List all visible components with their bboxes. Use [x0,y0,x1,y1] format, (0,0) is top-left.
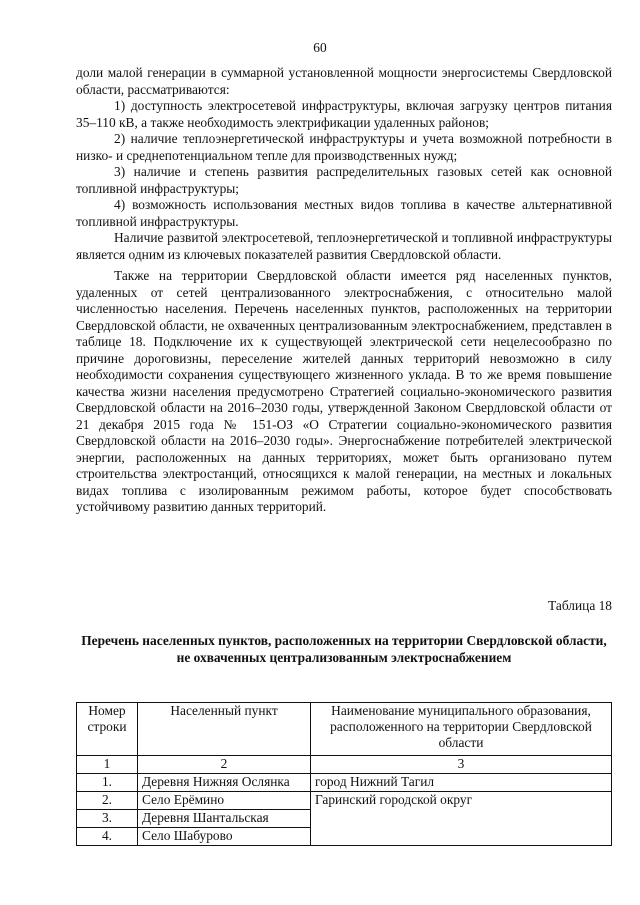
municipality-name: город Нижний Тагил [311,774,612,792]
table-row [77,774,612,792]
header-municipality: Наименование муниципального образования, расположенного на территории Свердловской области [311,703,612,756]
row-number: 4. [77,828,138,846]
page-number: 60 [313,40,327,55]
header-row-number: Номер строки [77,703,138,756]
table-row [77,792,612,810]
paragraph-infrastructure: Наличие развитой электросетевой, теплоэнергетической и топливной инфраструктуры является одним из ключевых показателей развития Свердловской области. [76,230,612,262]
row-number: 1. [77,774,138,792]
table-header-row [77,703,612,756]
list-item-3: 3) наличие и степень развития распределительных газовых сетей как основной топливной инфраструктуры; [76,164,612,196]
settlements-table [76,702,612,846]
row-number: 3. [77,810,138,828]
table-column-numbers-row [77,756,612,774]
list-item-4: 4) возможность использования местных видов топлива в качестве альтернативной топливной инфраструктуры. [76,197,612,229]
settlement-name: Село Шабурово [138,828,311,846]
col-number: 2 [138,756,311,774]
paragraph-remote-settlements: Также на территории Свердловской области имеется ряд населенных пунктов, удаленных от сетей централизованного электроснабжения, с относительно малой численностью населения. Перечень населенных пунктов, расположенных на территории Свердловской области, не охваченных централизованным электроснабжением, представлен в таблице 18. Подключение их к существующей электрической сети нецелесообразно по причине дороговизны, переселение жителей данных территорий невозможно в силу необходимости сохранения существующего жизненного уклада. В то же время повышение качества жизни населения предусмотрено Стратегией социально-экономического развития Свердловской области на 2016–2030 годы, утвержденной Законом Свердловской области от 21 декабря 2015 года № 151-ОЗ «О Стратегии социально-экономического развития Свердловской области на 2016–2030 годы». Энергоснабжение потребителей электрической энергии, расположенных на данных территориях, может быть организовано путем строительства электростанций, относящихся к малой генерации, на местных и локальных видах топлива с изолированным режимом работы, которое будет способствовать устойчивому развитию данных территорий. [76,268,612,514]
col-number: 3 [311,756,612,774]
col-number: 1 [77,756,138,774]
body-text [76,65,612,516]
header-settlement: Населенный пункт [138,703,311,756]
settlement-name: Деревня Шантальская [138,810,311,828]
list-item-2: 2) наличие теплоэнергетической инфраструктуры и учета возможной потребности в низко- и среднепотенциальном тепле для производственных нужд; [76,131,612,163]
table-title: Перечень населенных пунктов, расположенных на территории Свердловской области, не охваченных централизованным электроснабжением [81,633,607,665]
row-number: 2. [77,792,138,810]
settlement-name: Деревня Нижняя Ослянка [138,774,311,792]
list-item-1: 1) доступность электросетевой инфраструктуры, включая загрузку центров питания 35–110 кВ, а также необходимость электрификации удаленных районов; [76,98,612,130]
table-caption: Таблица 18 [548,598,612,613]
settlement-name: Село Ерёмино [138,792,311,810]
municipality-name: Гаринский городской округ [311,792,612,846]
paragraph-intro: доли малой генерации в суммарной установленной мощности энергосистемы Свердловской области, рассматриваются: [76,65,612,97]
